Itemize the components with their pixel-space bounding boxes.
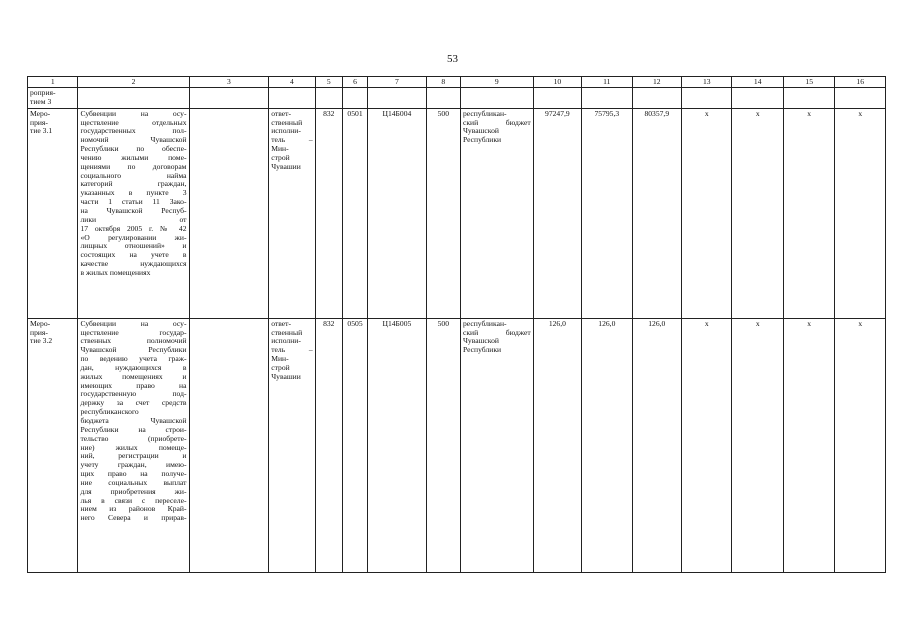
- cell-line: исполни-: [271, 336, 301, 346]
- cell-line: учету граждан, имею-: [80, 460, 187, 470]
- amount-cell: х: [732, 318, 783, 572]
- cell-line: для приобретения жи-: [80, 486, 187, 496]
- cell-line: Республики по обеспе-: [80, 144, 187, 154]
- empty-cell: [189, 318, 269, 572]
- amount-cell: 97247,9: [533, 108, 581, 318]
- measure-label-cell: [28, 318, 78, 572]
- cell-line: тель –: [271, 135, 313, 145]
- cell-line: него Севера и прирав-: [80, 513, 187, 523]
- cell-line: ский бюджет: [462, 117, 531, 127]
- cell-line: Республики: [462, 135, 502, 145]
- cell-line: прия-: [30, 327, 48, 337]
- amount-cell: 80357,9: [632, 108, 681, 318]
- cell-line: состоящих на учете в: [80, 250, 187, 260]
- program-table: [27, 76, 886, 573]
- column-number: 6: [342, 77, 367, 88]
- cell-line: тельство (приобрете-: [80, 433, 187, 443]
- column-number: 3: [189, 77, 269, 88]
- cell-line: тие 3.2: [30, 336, 53, 346]
- column-number: 12: [632, 77, 681, 88]
- cell-line: ние) жилых помеще-: [80, 442, 187, 452]
- amount-cell: х: [835, 318, 886, 572]
- cell-line: республикан-: [462, 108, 507, 118]
- cell-line: ский бюджет: [462, 327, 531, 337]
- empty-cell: [189, 108, 269, 318]
- cell-line: Субвенции на осу-: [80, 318, 187, 328]
- column-number: 14: [732, 77, 783, 88]
- cell-line: строй: [271, 152, 290, 162]
- cell-line: Меро-: [30, 108, 51, 118]
- cell-line: Мин-: [271, 144, 289, 154]
- cell-line: ственный: [271, 117, 303, 127]
- cell-line: ответ-: [271, 318, 292, 328]
- cell-line: Субвенции на осу-: [80, 108, 187, 118]
- amount-cell: 75795,3: [582, 108, 632, 318]
- executor-cell: [269, 108, 315, 318]
- cell-line: роприя-: [30, 88, 56, 97]
- cell-line: прия-: [30, 117, 48, 127]
- column-number: 5: [315, 77, 342, 88]
- cell-line: республикан-: [462, 318, 507, 328]
- cell-line: Меро-: [30, 318, 51, 328]
- funding-source-cell: [460, 318, 533, 572]
- measure-label-cell: [28, 88, 78, 109]
- cell-line: 17 октября 2005 г. № 42: [80, 223, 187, 233]
- column-number: 11: [582, 77, 632, 88]
- cell-line: лья в связи с переселе-: [80, 495, 187, 505]
- cell-line: Чувашской: [462, 126, 499, 136]
- expense-type-cell: 500: [426, 108, 460, 318]
- cell-line: указанных в пункте 3: [80, 188, 187, 198]
- cell-line: качестве нуждающихся: [80, 259, 187, 269]
- column-number: 4: [269, 77, 315, 88]
- cell-line: по ведению учета граж-: [80, 354, 187, 364]
- target-article-cell: Ц14Б005: [368, 318, 427, 572]
- cell-line: «О регулировании жи-: [80, 232, 187, 242]
- cell-line: Мин-: [271, 354, 289, 364]
- cell-line: Чувашской Республики: [80, 345, 187, 355]
- table-row: [28, 318, 886, 572]
- amount-cell: х: [682, 108, 732, 318]
- table-row: [28, 88, 886, 109]
- cell-line: тель –: [271, 345, 313, 355]
- cell-line: на Чувашской Респуб-: [80, 205, 187, 215]
- cell-line: ответ-: [271, 108, 292, 118]
- cell-line: ние социальных выплат: [80, 477, 187, 487]
- measure-label-cell: [28, 108, 78, 318]
- cell-line: бюджета Чувашской: [80, 415, 187, 425]
- cell-line: Республики: [462, 345, 502, 355]
- cell-line: республиканского: [80, 407, 139, 417]
- column-number: 15: [783, 77, 834, 88]
- section-code-cell: 0501: [342, 108, 367, 318]
- cell-line: Республики на строи-: [80, 424, 187, 434]
- amount-cell: х: [835, 108, 886, 318]
- amount-cell: 126,0: [632, 318, 681, 572]
- amount-cell: х: [682, 318, 732, 572]
- cell-line: ществление государ-: [80, 327, 187, 337]
- column-number: 10: [533, 77, 581, 88]
- cell-line: Чувашии: [271, 161, 301, 171]
- cell-line: категорий граждан,: [80, 179, 187, 189]
- executor-cell: [269, 318, 315, 572]
- amount-cell: х: [783, 108, 834, 318]
- cell-line: имеющих право на: [80, 380, 187, 390]
- measure-description-cell: [78, 108, 189, 318]
- table-row: [28, 108, 886, 318]
- cell-line: жилых помещениях и: [80, 371, 187, 381]
- cell-line: лики от: [80, 214, 187, 224]
- cell-line: исполни-: [271, 126, 301, 136]
- cell-line: номочий Чувашской: [80, 135, 187, 145]
- cell-line: Чувашской: [462, 336, 499, 346]
- cell-line: части 1 статьи 11 Зако-: [80, 197, 187, 207]
- cell-line: государственную под-: [80, 389, 187, 399]
- amount-cell: 126,0: [533, 318, 581, 572]
- amount-cell: х: [732, 108, 783, 318]
- grbs-code-cell: 832: [315, 318, 342, 572]
- cell-line: ственных полномочий: [80, 336, 187, 346]
- cell-line: Чувашии: [271, 371, 301, 381]
- cell-line: ственный: [271, 327, 303, 337]
- column-number: 16: [835, 77, 886, 88]
- cell-line: строй: [271, 362, 290, 372]
- amount-cell: 126,0: [582, 318, 632, 572]
- cell-line: щениями по договорам: [80, 161, 187, 171]
- cell-line: щих право на получе-: [80, 469, 187, 479]
- column-number: 1: [28, 77, 78, 88]
- column-number: 13: [682, 77, 732, 88]
- expense-type-cell: 500: [426, 318, 460, 572]
- column-number: 2: [78, 77, 189, 88]
- page-number: 53: [447, 53, 458, 65]
- column-number: 7: [368, 77, 427, 88]
- grbs-code-cell: 832: [315, 108, 342, 318]
- column-number: 8: [426, 77, 460, 88]
- cell-line: государственных пол-: [80, 126, 187, 136]
- cell-line: тием 3: [30, 96, 52, 106]
- column-number: 9: [460, 77, 533, 88]
- cell-line: социального найма: [80, 170, 187, 180]
- cell-line: ний, регистрации и: [80, 451, 187, 461]
- cell-line: держку за счет средств: [80, 398, 187, 408]
- cell-line: в жилых помещениях: [80, 267, 151, 277]
- cell-line: тие 3.1: [30, 126, 53, 136]
- cell-line: лищных отношений» и: [80, 241, 187, 251]
- cell-line: дан, нуждающихся в: [80, 362, 187, 372]
- section-code-cell: 0505: [342, 318, 367, 572]
- cell-line: ществление отдельных: [80, 117, 187, 127]
- column-number-row: [28, 77, 886, 88]
- cell-line: чению жилыми поме-: [80, 152, 187, 162]
- measure-description-cell: [78, 318, 189, 572]
- cell-line: нием из районов Край-: [80, 504, 187, 514]
- target-article-cell: Ц14Б004: [368, 108, 427, 318]
- amount-cell: х: [783, 318, 834, 572]
- funding-source-cell: [460, 108, 533, 318]
